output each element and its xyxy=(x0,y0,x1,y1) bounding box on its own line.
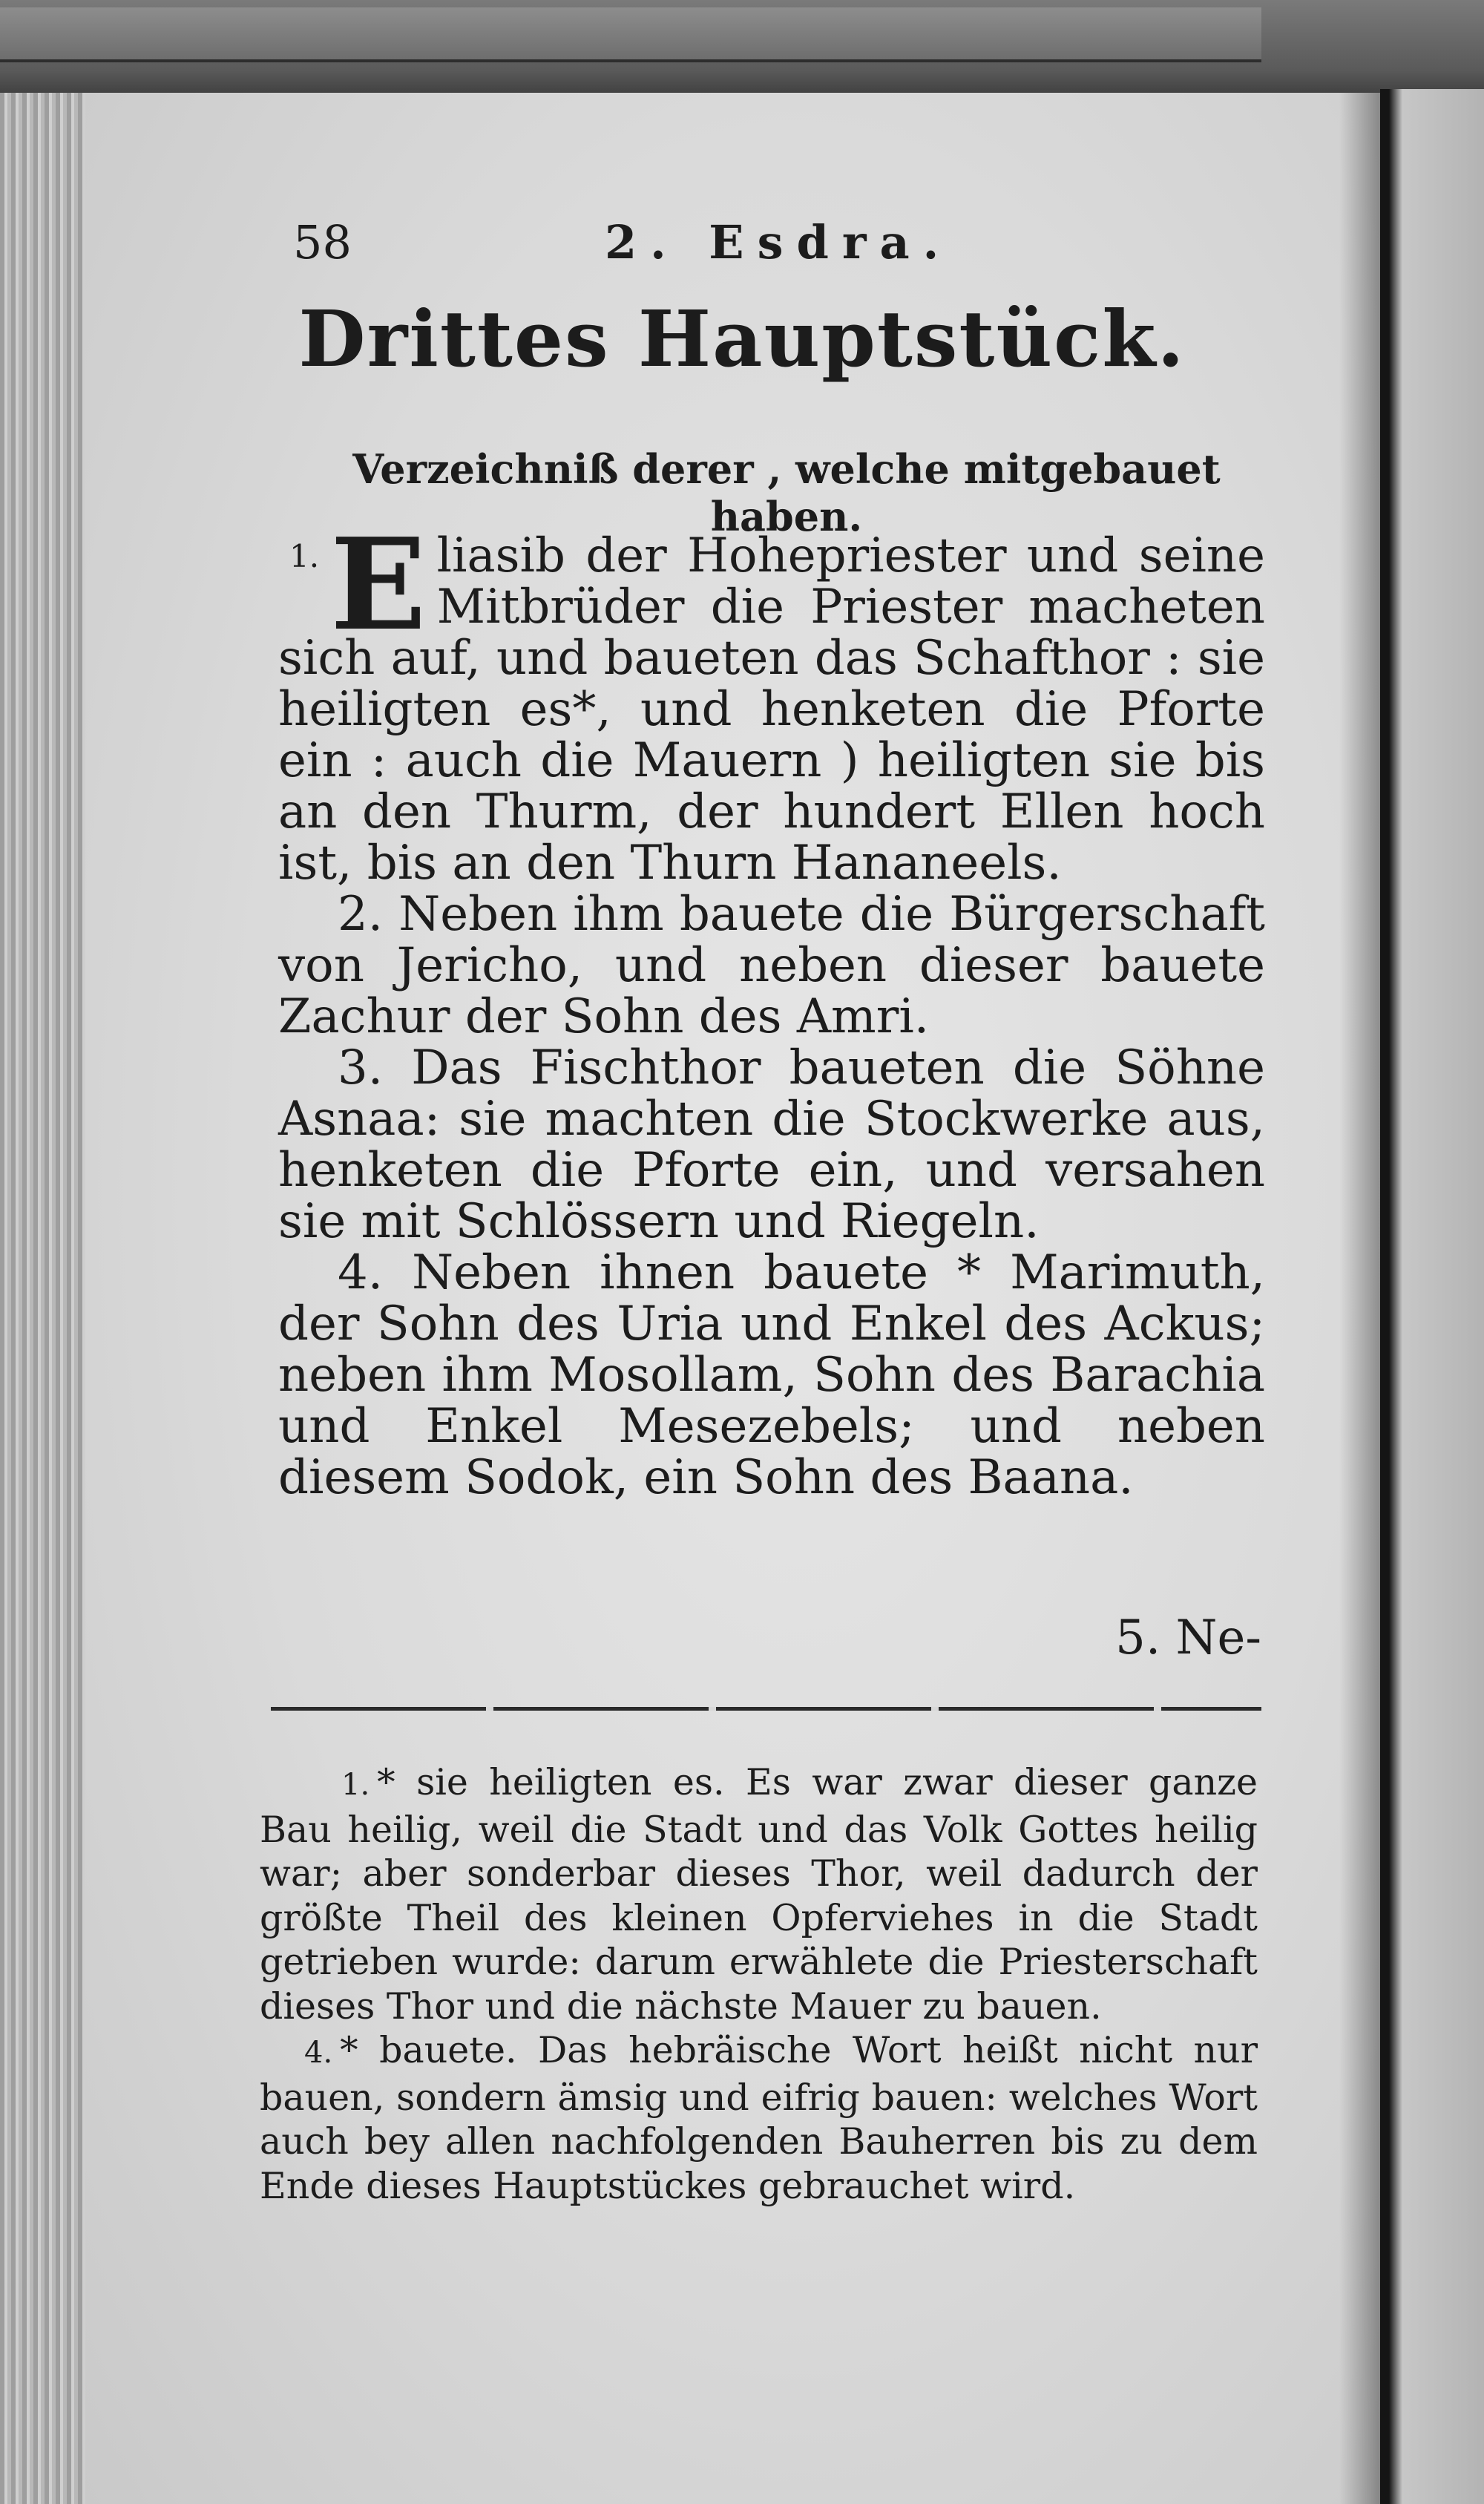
footnote-divider xyxy=(271,1707,1261,1711)
catchword: 5. Ne- xyxy=(1115,1610,1261,1665)
running-head xyxy=(293,215,1265,267)
facing-page-edge xyxy=(1380,89,1484,2504)
verse-2 xyxy=(278,889,1265,1043)
footnote-2 xyxy=(260,2028,1258,2208)
chapter-title: Drittes Hauptstück. xyxy=(298,293,1186,384)
verse-number: 3. xyxy=(338,1040,384,1095)
gutter-shadow xyxy=(1339,93,1380,2504)
footnote-text: * sie heiligten es. Es war zwar dieser ganze Bau heilig, weil die Stadt und das Volk Gottes heilig war; aber sonderbar dieses Thor, weil dadurch der größte Theil des kleinen Opferviehes in die Stadt getrieben wurde: darum erwählete die Priesterschaft dieses Thor und die nächste Mauer zu bauen. xyxy=(260,1761,1258,2028)
verse-text: Das Fischthor baueten die Söhne Asnaa: sie machten die Stockwerke aus, henketen die Pforte ein, und versahen sie mit Schlössern und Riegeln. xyxy=(278,1040,1266,1249)
footnote-ref: 1. xyxy=(341,1768,370,1802)
verse-number: 4. xyxy=(338,1245,384,1300)
verse-text: Neben ihm bauete die Bürgerschaft von Jericho, und neben dieser bauete Zachur der Sohn des Amri. xyxy=(278,887,1266,1044)
verse-number: 2. xyxy=(338,887,384,942)
book-cover-edge xyxy=(0,0,1484,100)
main-text xyxy=(278,511,1266,1505)
verse-text: Neben ihnen bauete * Marimuth, der Sohn des Uria und Enkel des Ackus; neben ihm Mosollam, Sohn des Barachia und Enkel Mesezebels; und neben diesem Sodok, ein Sohn des Baana. xyxy=(278,1245,1266,1505)
footnote-ref: 4. xyxy=(304,2036,333,2070)
verse-4 xyxy=(278,1245,1266,1505)
drop-capital: E xyxy=(330,511,427,659)
chapter-subtitle: Verzeichniß derer , welche mitgebauet haben. xyxy=(352,445,1221,540)
footnote-text: * bauete. Das hebräische Wort heißt nicht nur bauen, sondern ämsig und eifrig bauen: welches Wort auch bey allen nachfolgenden Bauherren bis zu dem Ende dieses Hauptstückes gebrauchet wird. xyxy=(260,2029,1258,2207)
verse-text: liasib der Hohepriester und seine Mitbrüder die Priester macheten sich auf, und baueten das Schafthor : sie heiligten es*, und henketen die Pforte ein : auch die Mauern ) heiligten sie bis an den Thurm, der hundert Ellen hoch ist, bis an den Thurn Hananeels. xyxy=(278,528,1265,891)
verse-3 xyxy=(278,1040,1266,1249)
page-block-edges xyxy=(0,93,93,2504)
footnotes xyxy=(260,1760,1258,2208)
footnote-1 xyxy=(260,1760,1258,2028)
running-title: 2. Esdra. xyxy=(605,215,953,269)
page-number: 58 xyxy=(293,215,352,269)
verse-number: 1. xyxy=(289,538,320,574)
verse-1 xyxy=(278,511,1265,891)
